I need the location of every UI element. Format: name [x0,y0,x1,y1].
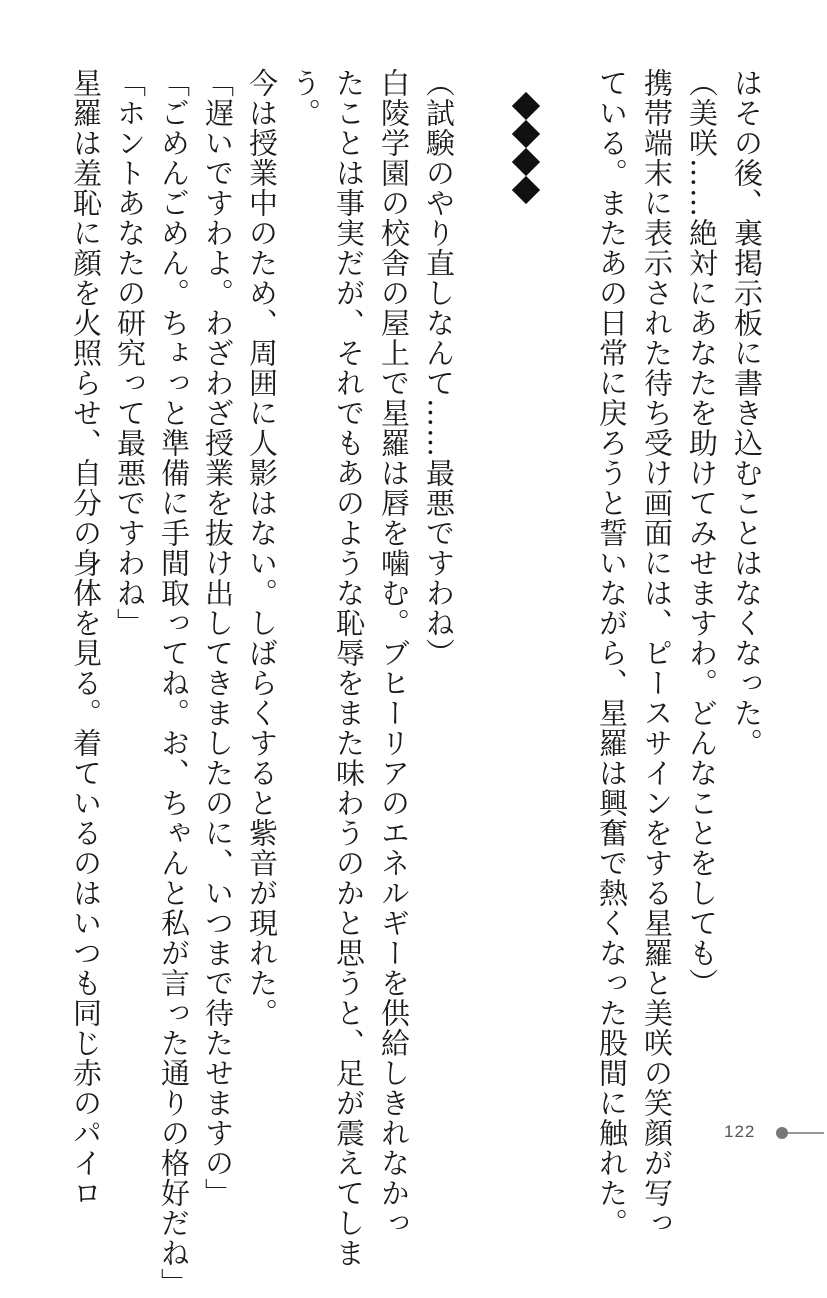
text-column-4: ている。またあの日常に戻ろうと誓いながら、星羅は興奮で熱くなった股間に触れた。 [595,68,629,1238]
text-column-9: たことは事実だが、それでもあのような恥辱をまた味わうのかと思うと、足が震えてしま [332,68,366,1268]
text-column-8: 白陵学園の校舎の屋上で星羅は唇を噛む。ブヒーリアのエネルギーを供給しきれなかっ [377,68,411,1238]
text-column-15: 星羅は羞恥に顔を火照らせ、自分の身体を見る。着ているのはいつも同じ赤のパイロ [69,68,103,1208]
text-column-3: 携帯端末に表示された待ち受け画面には、ピースサインをする星羅と美咲の笑顔が写っ [640,68,674,1238]
text-column-1: はその後、裏掲示板に書き込むことはなくなった。 [730,68,764,758]
text-column-13: 「ごめんごめん。ちょっと準備に手間取ってね。お、ちゃんと私が言った通りの格好だね」 [157,68,191,1298]
diamond-icon [512,176,540,204]
text-column-14: 「ホントあなたの研究って最悪ですわね」 [113,68,147,638]
diamond-icon [512,148,540,176]
text-column-2: （美咲……絶対にあなたを助けてみせますわ。どんなことをしても） [685,68,719,998]
text-column-5 [549,68,585,1108]
text-column-6 [505,68,541,1108]
page-marker-line [788,1132,824,1134]
text-column-7: （試験のやり直しなんて……最悪ですわね） [422,68,456,668]
page-marker-dot [776,1127,788,1139]
text-column-12: 「遅いですわよ。わざわざ授業を抜け出してきましたのに、いつまで待たせますの」 [201,68,235,1208]
section-break-diamonds [505,92,549,202]
text-column-10: う。 [288,68,322,128]
page-number: 122 [724,1122,756,1141]
diamond-icon [512,120,540,148]
text-column-11: 今は授業中のため、周囲に人影はない。しばらくすると紫音が現れた。 [245,68,279,1028]
diamond-icon [512,92,540,120]
